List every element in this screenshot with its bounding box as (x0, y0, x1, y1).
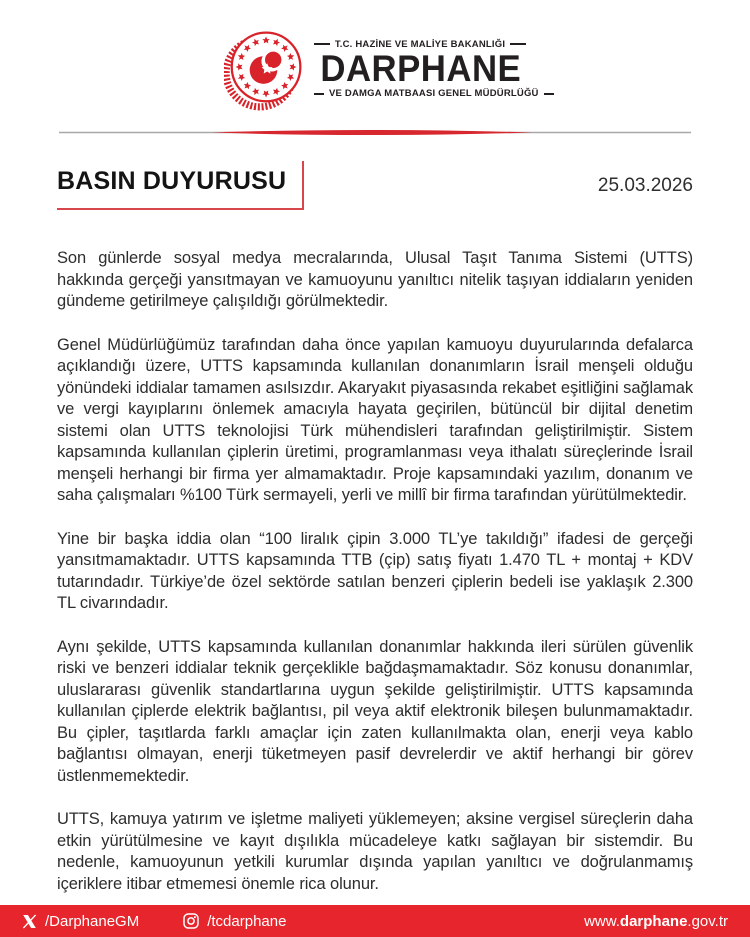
dash-line (510, 43, 526, 45)
dash-line (544, 93, 554, 95)
website-prefix: www. (584, 912, 620, 930)
header-divider (57, 128, 693, 137)
website-link[interactable] (584, 913, 728, 930)
press-paragraph: Genel Müdürlüğümüz tarafından daha önce yapılan kamuoyu duyurularında defalarca açıklandığı üzere, UTTS kapsamında kullanılan donanımların İsrail menşeli olduğu yönündeki iddialar tamamen asılsızdır. Akaryakıt piyasasında rekabet eşitliğini sağlamak ve vergi kayıplarını önlemek amacıyla hayata geçirilen, bütüncül bir dijital denetim sistemi olan UTTS teknolojisi Türk mühendisleri tarafından geliştirilmiştir. Sistem kapsamında kullanılan çiplerin üretimi, programlanması veya ithalatı süreçlerinde İsrail menşeli herhangi bir firma yer almamaktadır. Proje kapsamındaki yazılım, donanım ve saha çalışmaları %100 Türk sermayeli, yerli ve millî bir firma tarafından yürütülmektedir. (57, 335, 693, 504)
press-release-body (57, 248, 693, 895)
x-icon (22, 914, 37, 929)
ministry-name: T.C. HAZİNE VE MALİYE BAKANLIĞI (334, 38, 506, 50)
title-row (57, 161, 693, 210)
press-paragraph: Aynı şekilde, UTTS kapsamında kullanılan donanımlar hakkında ileri sürülen güvenlik riski ve benzeri iddialar teknik gerçeklikle bağdaşmamaktadır. Söz konusu donanımlar, uluslararası güvenlik standartlarına uygun şekilde geliştirilmiştir. UTTS kapsamında kullanılan çiplerde elektrik bağlantısı, pil veya aktif elektronik bileşen bulunmamaktadır. Bu çipler, taşıtlarda farklı amaçlar için zaten kullanılmakta olan, enerji veya kablo bağlantısı olmayan, enerji tüketmeyen pasif devrelerdir ve aktif herhangi bir görev üstlenmemektedir. (57, 637, 693, 785)
press-paragraph: Son günlerde sosyal medya mecralarında, Ulusal Taşıt Tanıma Sistemi (UTTS) hakkında gerçeği yansıtmayan ve kamuoyunu yanıltıcı nitelik taşıyan iddiaların yeniden gündeme getirilmeye çalışıldığı görülmektedir. (57, 249, 693, 310)
page-title-label: BASIN DUYURUSU (57, 167, 287, 195)
website-suffix: .gov.tr (687, 912, 728, 930)
instagram-icon (183, 913, 199, 929)
brand-name: DARPHANE (320, 47, 522, 89)
darphane-emblem-icon (224, 26, 304, 112)
page-title (57, 161, 304, 210)
press-paragraph: UTTS, kamuya yatırım ve işletme maliyeti yüklemeyen; aksine vergisel süreçlerin daha etkin yürütülmesine ve kayıt dışılıkla mücadeleye katkı sağlayan bir sistemdir. Bu nedenle, kamuoyunun yetkili kurumlar dışında yapılan yanıltıcı ve doğrulanmamış içeriklere itibar etmemesi önemle rica olunur. (57, 810, 693, 893)
x-social-link[interactable] (22, 913, 139, 930)
footer-bar (0, 905, 750, 937)
press-release-date: 25.03.2026 (597, 175, 693, 196)
subtitle-line (314, 88, 539, 100)
website-domain: darphane (619, 912, 688, 930)
dash-line (314, 43, 330, 45)
logo-text-block (314, 38, 539, 100)
instagram-handle: /tcdarphane (207, 912, 287, 930)
instagram-social-link[interactable] (183, 913, 286, 930)
darphane-letterhead (0, 0, 750, 112)
dash-line (314, 93, 324, 95)
x-handle: /DarphaneGM (45, 912, 140, 930)
directorate-name: VE DAMGA MATBAASI GENEL MÜDÜRLÜĞÜ (329, 88, 539, 100)
press-paragraph: Yine bir başka iddia olan “100 liralık çipin 3.000 TL’ye takıldığı” ifadesi de gerçeği yansıtmamaktadır. UTTS kapsamında TTB (çip) satış fiyatı 1.470 TL + montaj + KDV tutarındadır. Türkiye’de özel sektörde satılan benzeri çiplerin bedeli ise yaklaşık 2.300 TL civarındadır. (57, 529, 693, 612)
